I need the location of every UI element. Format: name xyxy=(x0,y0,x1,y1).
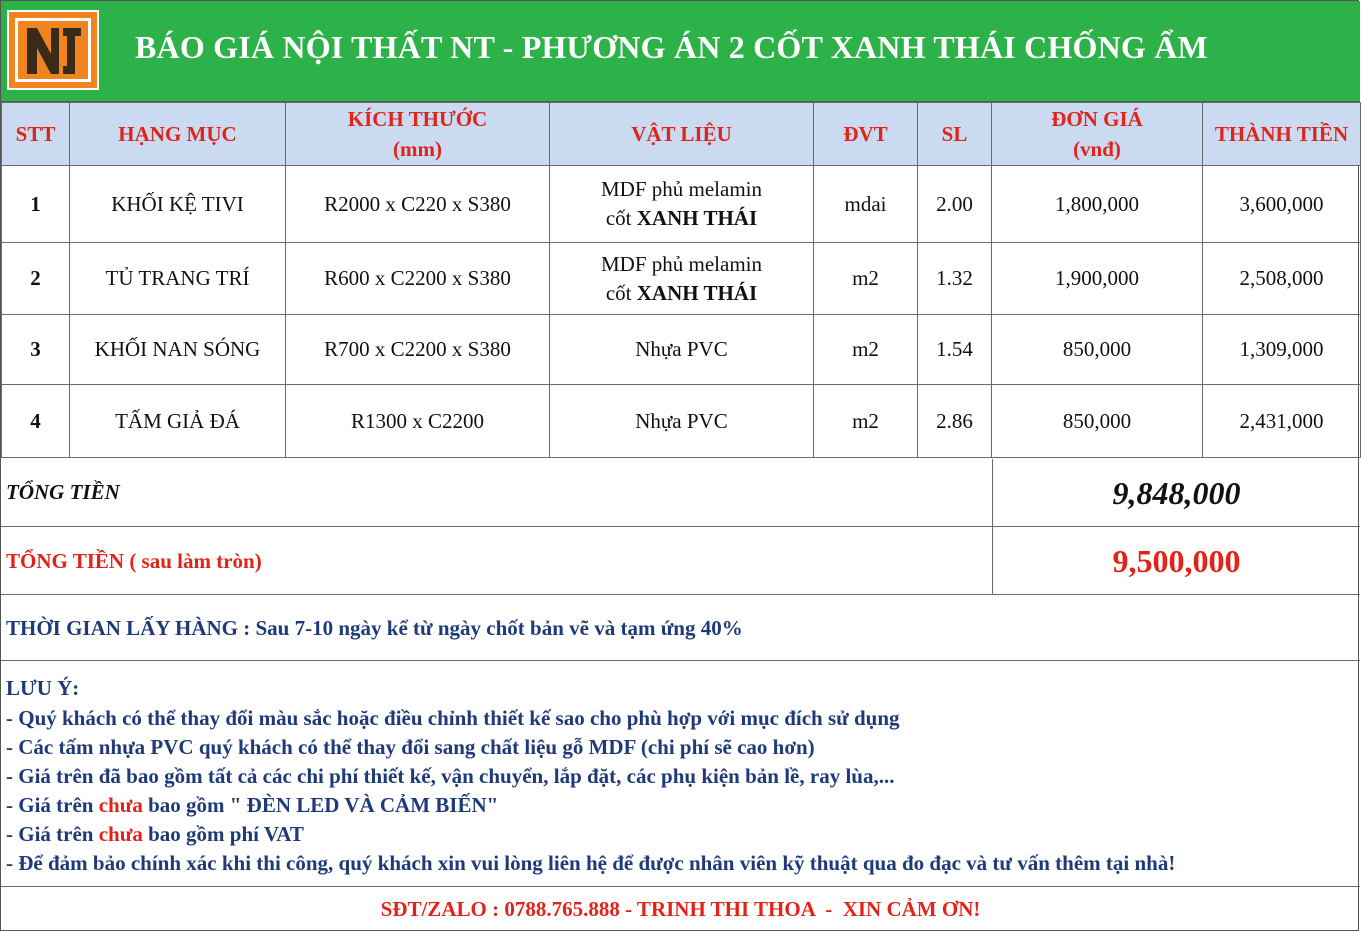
table-row xyxy=(2,385,1361,458)
notes-title: LƯU Ý: xyxy=(6,676,80,700)
table-row xyxy=(2,243,1361,315)
cell-unit: m2 xyxy=(814,243,918,315)
col-header-size-line1: KÍCH THƯỚC xyxy=(347,107,488,131)
rounded-total-row xyxy=(1,527,1360,595)
cell-size: R2000 x C220 x S380 xyxy=(286,166,550,243)
col-header-total: THÀNH TIỀN xyxy=(1203,103,1361,166)
col-header-size xyxy=(286,103,550,166)
material-core-name: XANH THÁI xyxy=(631,280,758,305)
cell-unit: mdai xyxy=(814,166,918,243)
grand-total-value: 9,848,000 xyxy=(1112,475,1241,511)
col-header-price-line1: ĐƠN GIÁ xyxy=(1051,107,1143,131)
material-core-prefix: cốt xyxy=(605,206,632,230)
cell-stt: 3 xyxy=(2,315,70,385)
rounded-total-value: 9,500,000 xyxy=(1112,543,1241,579)
cell-item: TỦ TRANG TRÍ xyxy=(70,243,286,315)
table-row xyxy=(2,315,1361,385)
table-header-row xyxy=(2,103,1361,166)
cell-material xyxy=(550,243,814,315)
contact-text: SĐT/ZALO : 0788.765.888 - TRINH THI THOA - XIN CẢM ƠN! xyxy=(380,897,981,921)
material-core-prefix: cốt xyxy=(605,280,632,305)
grand-total-label: TỔNG TIỀN xyxy=(6,480,120,504)
pickup-time-text: THỜI GIAN LẤY HÀNG : Sau 7-10 ngày kể từ ngày chốt bản vẽ và tạm ứng 40% xyxy=(6,616,743,640)
note-prefix: - Giá trên xyxy=(6,793,99,817)
notes-section xyxy=(1,661,1360,887)
cell-price: 850,000 xyxy=(992,315,1203,385)
cell-price: 1,800,000 xyxy=(992,166,1203,243)
cell-total: 3,600,000 xyxy=(1203,166,1361,243)
cell-stt: 4 xyxy=(2,385,70,458)
note-item xyxy=(6,791,1175,820)
cell-qty: 2.86 xyxy=(918,385,992,458)
cell-stt: 2 xyxy=(2,243,70,315)
note-item: - Giá trên đã bao gồm tất cả các chi phí thiết kế, vận chuyển, lắp đặt, các phụ kiện bản lề, ray lùa,... xyxy=(6,764,895,788)
material-line1: MDF phủ melamin xyxy=(601,177,762,201)
grand-total-row xyxy=(1,459,1360,527)
col-header-qty: SL xyxy=(918,103,992,166)
note-item xyxy=(6,820,1175,849)
cell-item: KHỐI KỆ TIVI xyxy=(70,166,286,243)
cell-price: 850,000 xyxy=(992,385,1203,458)
material-line2 xyxy=(550,204,813,233)
cell-material xyxy=(550,166,814,243)
cell-material: Nhựa PVC xyxy=(550,385,814,458)
contact-footer xyxy=(1,887,1360,932)
cell-total: 1,309,000 xyxy=(1203,315,1361,385)
col-header-price xyxy=(992,103,1203,166)
cell-size: R700 x C2200 x S380 xyxy=(286,315,550,385)
cell-qty: 2.00 xyxy=(918,166,992,243)
note-suffix: bao gồm " ĐÈN LED VÀ CẢM BIẾN" xyxy=(142,793,499,817)
cell-unit: m2 xyxy=(814,315,918,385)
col-header-item: HẠNG MỤC xyxy=(70,103,286,166)
quote-table xyxy=(1,102,1361,458)
note-highlight: chưa xyxy=(98,793,143,817)
pickup-time-row xyxy=(1,595,1360,661)
page-title: BÁO GIÁ NỘI THẤT NT - PHƯƠNG ÁN 2 CỐT XANH THÁI CHỐNG ẨM xyxy=(135,29,1208,65)
cell-item: TẤM GIẢ ĐÁ xyxy=(70,385,286,458)
cell-item: KHỐI NAN SÓNG xyxy=(70,315,286,385)
col-header-price-line2: (vnđ) xyxy=(1073,137,1121,161)
cell-price: 1,900,000 xyxy=(992,243,1203,315)
cell-total: 2,431,000 xyxy=(1203,385,1361,458)
col-header-material: VẬT LIỆU xyxy=(550,103,814,166)
cell-size: R600 x C2200 x S380 xyxy=(286,243,550,315)
rounded-total-label: TỔNG TIỀN ( sau làm tròn) xyxy=(6,549,262,573)
note-item: - Quý khách có thể thay đổi màu sắc hoặc điều chỉnh thiết kế sao cho phù hợp với mục đích sử dụng xyxy=(6,706,900,730)
note-suffix: bao gồm phí VAT xyxy=(142,822,304,846)
cell-total: 2,508,000 xyxy=(1203,243,1361,315)
col-header-size-line2: (mm) xyxy=(393,137,442,161)
table-row xyxy=(2,166,1361,243)
cell-qty: 1.32 xyxy=(918,243,992,315)
cell-qty: 1.54 xyxy=(918,315,992,385)
note-highlight: chưa xyxy=(98,822,143,846)
cell-size: R1300 x C2200 xyxy=(286,385,550,458)
material-core-name: XANH THÁI xyxy=(631,206,758,230)
note-item: - Các tấm nhựa PVC quý khách có thể thay đổi sang chất liệu gỗ MDF (chi phí sẽ cao hơn) xyxy=(6,735,815,759)
cell-unit: m2 xyxy=(814,385,918,458)
cell-material: Nhựa PVC xyxy=(550,315,814,385)
nt-logo xyxy=(7,10,99,90)
material-line2 xyxy=(550,279,813,308)
material-line1: MDF phủ melamin xyxy=(601,251,762,276)
title-banner xyxy=(1,1,1360,102)
col-header-unit: ĐVT xyxy=(814,103,918,166)
note-item: - Để đảm bảo chính xác khi thi công, quý khách xin vui lòng liên hệ để được nhân viên kỹ thuật qua đo đạc và tư vấn thêm tại nhà! xyxy=(6,851,1176,875)
cell-stt: 1 xyxy=(2,166,70,243)
note-prefix: - Giá trên xyxy=(6,822,99,846)
notes-list xyxy=(6,704,1175,878)
col-header-stt: STT xyxy=(2,103,70,166)
